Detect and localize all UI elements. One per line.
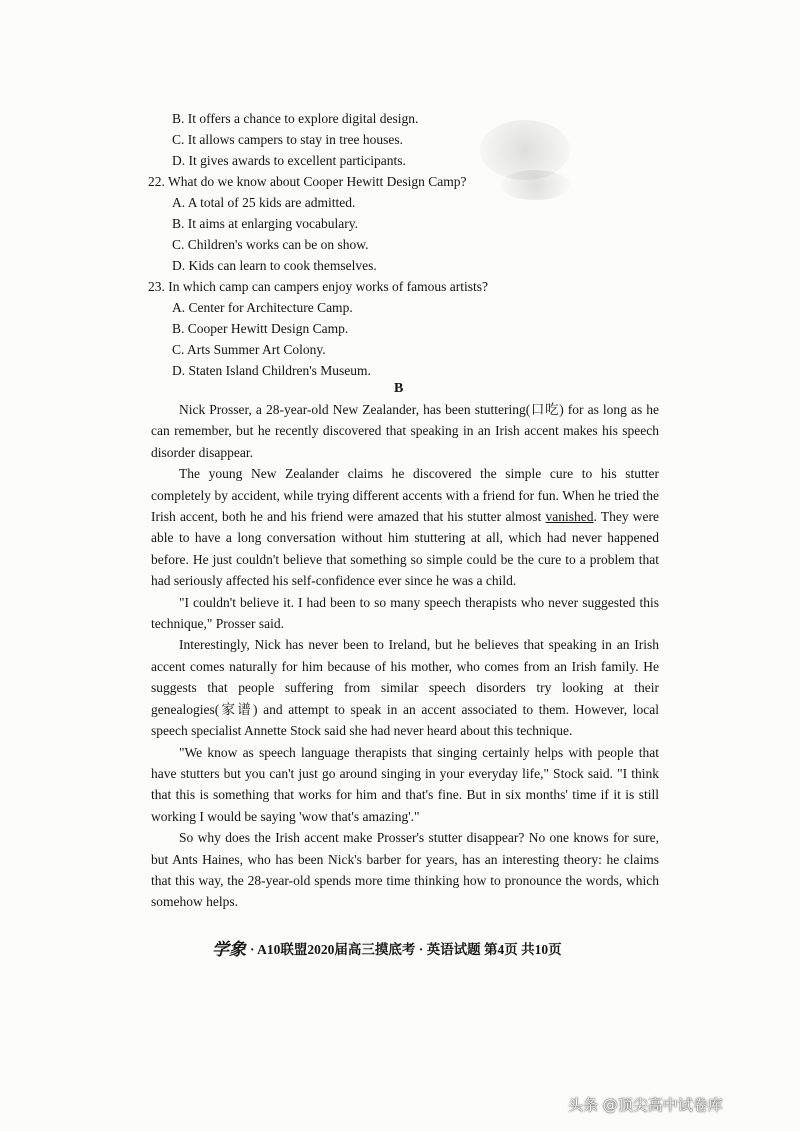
footer-text: · A10联盟2020届高三摸底考 · 英语试题 第4页 共10页 — [250, 941, 562, 957]
q22-stem: 22. What do we know about Cooper Hewitt Design Camp? — [148, 174, 467, 189]
scan-smudge — [500, 170, 570, 200]
q21-option-c: C. It allows campers to stay in tree houses. — [172, 132, 403, 147]
q23-option-c: C. Arts Summer Art Colony. — [172, 342, 326, 357]
passage-text: The young New Zealander claims he discovered the simple cure to his stutter completely by accident, while trying different accents with a friend for fun. When he tried the Irish accent, both he and his friend were amazed that his stutter almost — [151, 466, 659, 525]
reading-passage — [151, 399, 659, 913]
passage-paragraph: So why does the Irish accent make Prosser's stutter disappear? No one knows for sure, but Ants Haines, who has been Nick's barber for years, has an interesting theory: he claims that this way, the 28-year-old spends more time thinking how to pronounce the words, which somehow helps. — [151, 830, 659, 910]
q21-option-d: D. It gives awards to excellent participants. — [172, 153, 406, 168]
q23-option-a: A. Center for Architecture Camp. — [172, 300, 353, 315]
q23-option-b: B. Cooper Hewitt Design Camp. — [172, 321, 349, 336]
q22-option-b: B. It aims at enlarging vocabulary. — [172, 216, 358, 231]
section-heading: B — [394, 381, 404, 396]
passage-paragraph: "We know as speech language therapists that singing certainly helps with people that have stutters but you can't just go around singing in your everyday life," Stock said. "I think that this is something that works for him and that's fine. But in six months' time if it is still working I would be saying 'wow that's amazing'." — [151, 744, 659, 824]
passage-paragraph — [151, 463, 659, 591]
passage-paragraph: Interestingly, Nick has never been to Ireland, but he believes that speaking in an Irish accent comes naturally for him because of his mother, who comes from an Irish family. He suggests that people suffering from similar speech disorders try looking at their genealogies(家谱) and attempt to speak in an accent associated to them. However, local speech specialist Annette Stock said she had never heard about this technique. — [151, 637, 659, 739]
underlined-word: vanished — [545, 509, 594, 525]
publisher-logo: 学象 — [212, 940, 246, 960]
passage-paragraph: "I couldn't believe it. I had been to so many speech therapists who never suggested this technique," Prosser said. — [151, 594, 659, 632]
q22-option-a: A. A total of 25 kids are admitted. — [172, 195, 356, 210]
q23-option-d: D. Staten Island Children's Museum. — [172, 363, 371, 378]
q21-option-b: B. It offers a chance to explore digital design. — [172, 111, 419, 126]
passage-text: . They were able to have a long conversation without him stuttering at all, which had never happened before. He just couldn't believe that something so simple could be the cure to a problem that had seriously affected his self-confidence ever since he was a child. — [151, 509, 659, 589]
q22-option-d: D. Kids can learn to cook themselves. — [172, 258, 377, 273]
watermark: 头条 @顶尖高中试卷库 — [568, 1096, 723, 1114]
q23-stem: 23. In which camp can campers enjoy works of famous artists? — [148, 279, 489, 294]
q22-option-c: C. Children's works can be on show. — [172, 237, 369, 252]
page-footer — [212, 935, 562, 960]
passage-paragraph: Nick Prosser, a 28-year-old New Zealander, has been stuttering(口吃) for as long as he can remember, but he recently discovered that speaking in an Irish accent makes his speech disorder disappear. — [151, 402, 659, 460]
